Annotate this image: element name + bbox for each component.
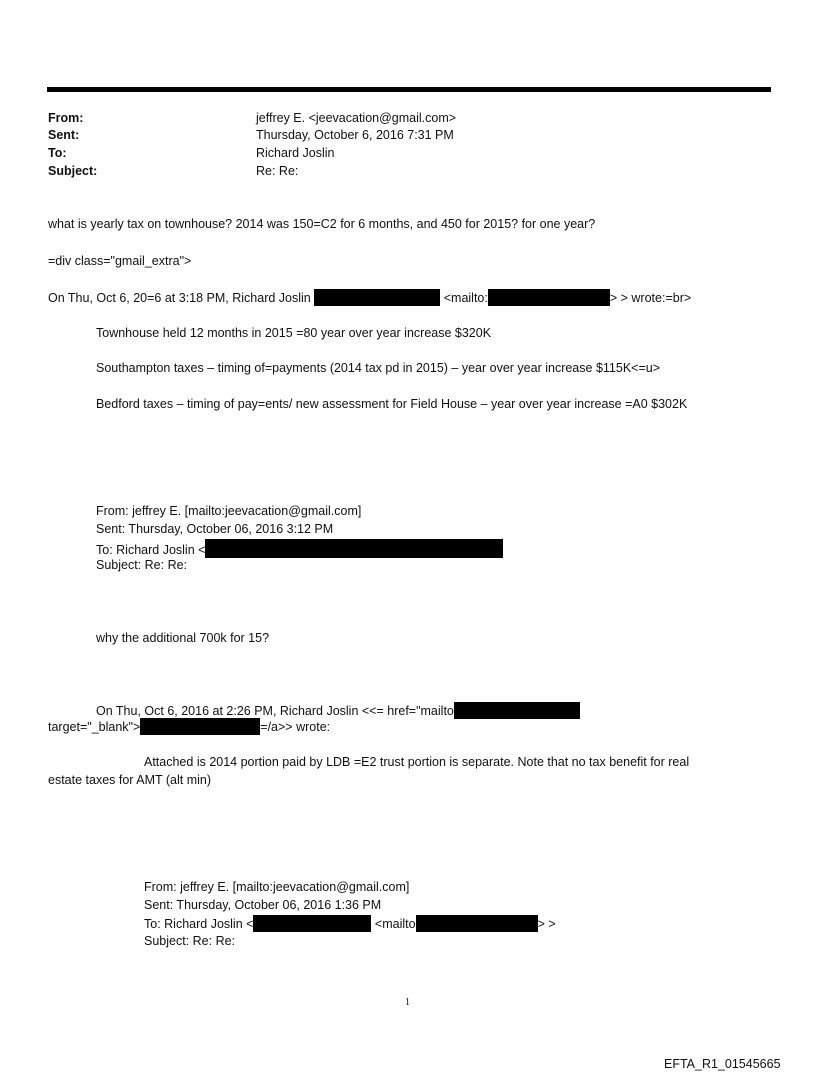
fwd2-from: From: jeffrey E. [mailto:jeevacation@gmail.com]	[144, 880, 410, 894]
fwd1-to-text: To: Richard Joslin <	[96, 543, 206, 557]
from-label: From:	[48, 111, 84, 125]
page-number: 1	[405, 997, 410, 1008]
sent-value: Thursday, October 6, 2016 7:31 PM	[256, 128, 454, 142]
quoted-line-townhouse: Townhouse held 12 months in 2015 =80 year over year increase $320K	[96, 326, 492, 340]
quoted-wrote-text: > > wrote:=br>	[609, 291, 692, 305]
fwd1-from: From: jeffrey E. [mailto:jeevacation@gmail.com]	[96, 504, 362, 518]
fwd2-sent: Sent: Thursday, October 06, 2016 1:36 PM	[144, 898, 382, 912]
body-line-attached-cont: estate taxes for AMT (alt min)	[48, 773, 212, 787]
body-line-attached: Attached is 2014 portion paid by LDB =E2 trust portion is separate. Note that no tax benefit for real	[144, 755, 690, 769]
redaction-block	[488, 289, 610, 306]
to-label: To:	[48, 146, 67, 160]
quoted-header-line	[48, 289, 691, 306]
header-rule	[47, 87, 771, 92]
body-line-why: why the additional 700k for 15?	[96, 631, 270, 645]
subject-label: Subject:	[48, 164, 98, 178]
fwd2-to	[144, 915, 556, 932]
redaction-block	[416, 915, 538, 932]
document-id: EFTA_R1_01545665	[664, 1057, 781, 1071]
quoted-header-2	[96, 702, 580, 719]
quoted-line-bedford: Bedford taxes – timing of pay=ents/ new assessment for Field House – year over year increase =A0 $302K	[96, 397, 688, 411]
from-value: jeffrey E. <jeevacation@gmail.com>	[256, 111, 457, 125]
redaction-block	[314, 289, 440, 306]
fwd2-to-text: To: Richard Joslin <	[144, 917, 254, 931]
target-text: target="_blank">	[48, 720, 141, 734]
fwd2-mailto-text: <mailto	[374, 917, 416, 931]
quoted-header-2-cont	[48, 718, 330, 735]
redaction-block	[140, 718, 260, 735]
redaction-block	[205, 539, 503, 558]
fwd1-sent: Sent: Thursday, October 06, 2016 3:12 PM	[96, 522, 334, 536]
fwd1-to	[96, 539, 503, 558]
sent-label: Sent:	[48, 128, 80, 142]
redaction-block	[253, 915, 371, 932]
quoted-line-southampton: Southampton taxes – timing of=payments (2014 tax pd in 2015) – year over year increase $115K<=u>	[96, 361, 661, 375]
redaction-block	[454, 702, 580, 719]
quoted-header-text: On Thu, Oct 6, 20=6 at 3:18 PM, Richard Joslin	[48, 291, 311, 305]
quoted-mailto-text: <mailto:	[443, 291, 488, 305]
fwd1-subject: Subject: Re: Re:	[96, 558, 188, 572]
fwd2-end-text: > >	[537, 917, 556, 931]
body-line-question: what is yearly tax on townhouse? 2014 was 150=C2 for 6 months, and 450 for 2015? for one year?	[48, 217, 596, 231]
to-value: Richard Joslin	[256, 146, 335, 160]
fwd2-subject: Subject: Re: Re:	[144, 934, 236, 948]
body-line-div: =div class="gmail_extra">	[48, 254, 192, 268]
wrote-text: =/a>> wrote:	[260, 720, 331, 734]
quoted-header-2-text: On Thu, Oct 6, 2016 at 2:26 PM, Richard Joslin <<= href="mailto	[96, 704, 454, 718]
subject-value: Re: Re:	[256, 164, 299, 178]
